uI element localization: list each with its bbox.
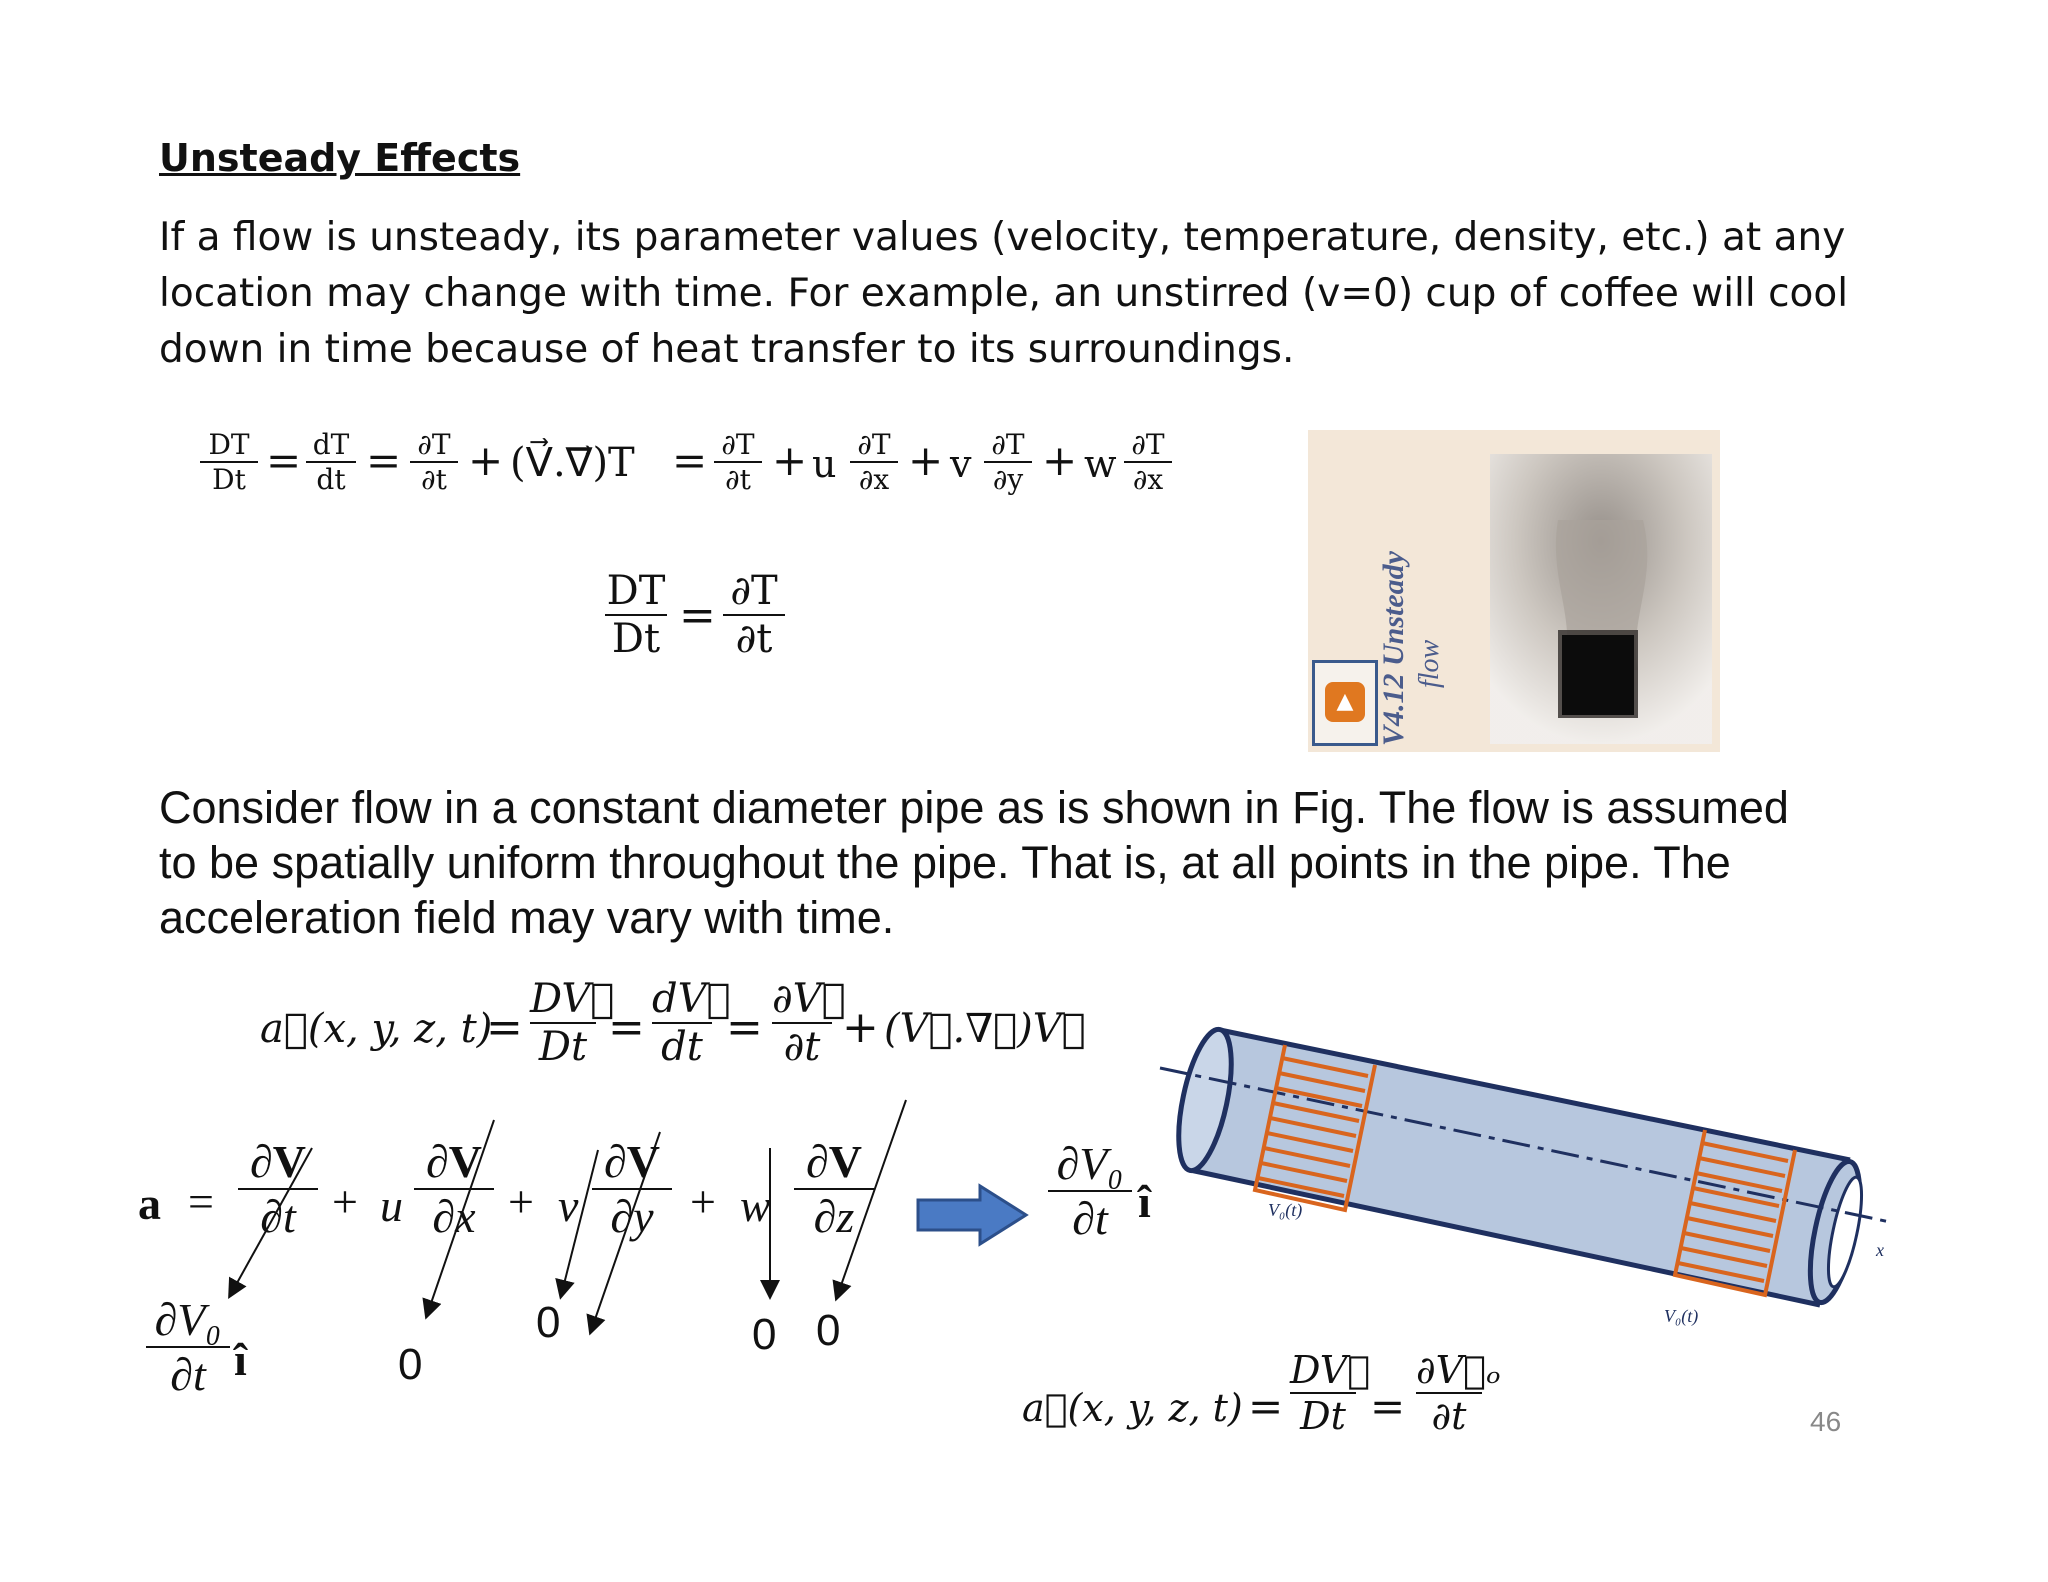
arrow-v-term (592, 1132, 660, 1328)
eq5-num: ∂V⃗ₒ (1416, 1348, 1501, 1392)
eq3-convective-term: (V⃗.∇⃗)V⃗ (884, 1006, 1086, 1052)
arrow-z-term (838, 1100, 906, 1294)
eq3-num: ∂V⃗ (772, 976, 846, 1022)
eq1-den: ∂t (725, 463, 751, 496)
eq2-num: ∂T (730, 568, 778, 614)
eq4-num: ∂V (250, 1136, 306, 1187)
eq2-den: Dt (611, 616, 661, 662)
eq1-v: v (950, 442, 972, 486)
eq3-den: dt (661, 1024, 703, 1070)
zero-v-term: 0 (536, 1298, 561, 1347)
eq4-i-hat: î (234, 1334, 247, 1385)
intro-line-1: If a flow is unsteady, its parameter values (velocity, temperature, density, etc.) at any (159, 215, 1846, 260)
page-number: 46 (1810, 1406, 1842, 1437)
pipe-line-3: acceleration field may vary with time. (159, 892, 895, 943)
eq4-w: w (740, 1180, 771, 1231)
eq4-result-num: ∂V₀ (1056, 1138, 1124, 1189)
eq4-result-num: ∂V₀ (154, 1294, 222, 1345)
eq1-den: ∂t (421, 463, 447, 496)
pipe-label-left: V₀(t) (1268, 1200, 1303, 1220)
eq4-result-den: ∂t (1072, 1193, 1108, 1244)
pipe-label-right: V₀(t) (1664, 1306, 1699, 1326)
eq1-equals: = (366, 436, 402, 485)
eq4-i-hat: î (1138, 1176, 1151, 1227)
eq1-den: ∂x (1132, 463, 1164, 496)
video-label-line-1: V4.12 Unsteady (1377, 551, 1410, 746)
eq4-plus: + (690, 1176, 716, 1227)
eq3-equals: = (486, 1002, 523, 1053)
eq3-equals: = (608, 1002, 645, 1053)
eq3-lhs: a⃗(x, y, z, t) (260, 1006, 493, 1052)
eq4-v: v (558, 1180, 579, 1231)
eq5-equals: = (1370, 1382, 1406, 1431)
eq4-den: ∂z (813, 1191, 855, 1242)
eq3-plus: + (842, 1002, 879, 1053)
eq3-den: ∂t (783, 1024, 821, 1070)
eq4-den: ∂t (260, 1191, 296, 1242)
eq3-equals: = (726, 1002, 763, 1053)
eq1-num: ∂T (721, 428, 755, 461)
eq4-num: ∂V (604, 1136, 660, 1187)
eq5-den: ∂t (1431, 1394, 1467, 1438)
eq4-a: a (138, 1178, 161, 1229)
eq1-plus: + (772, 436, 808, 485)
zero-w-term: 0 (752, 1310, 777, 1359)
eq1-num: DT (208, 428, 250, 461)
eq2-equals: = (679, 590, 716, 641)
eq1-plus: + (908, 436, 944, 485)
eq4-u: u (380, 1180, 403, 1231)
eq1-equals: = (672, 436, 708, 485)
eq5-lhs: a⃗(x, y, z, t) (1022, 1386, 1243, 1430)
eq3-num: dV⃗ (652, 976, 731, 1022)
eq1-num: ∂T (857, 428, 891, 461)
eq4-plus: + (508, 1176, 534, 1227)
arrow-u-term (428, 1120, 494, 1312)
eq1-den: dt (316, 463, 346, 496)
eq1-w: w (1084, 442, 1117, 486)
eq1-convective-term: (V⃗.∇⃗)T (510, 440, 635, 486)
eq4-plus: + (332, 1176, 358, 1227)
eq4-den: ∂x (432, 1191, 476, 1242)
eq4-num: ∂V (806, 1136, 862, 1187)
zero-z-term: 0 (816, 1306, 841, 1355)
eq1-den: ∂x (858, 463, 890, 496)
eq1-num: dT (312, 428, 350, 461)
eq4-num: ∂V (426, 1136, 482, 1187)
block-arrow-icon (914, 1182, 1034, 1248)
equation-acceleration-result (1022, 1348, 1522, 1468)
slide-heading: Unsteady Effects (159, 136, 521, 180)
eq5-equals: = (1248, 1382, 1284, 1431)
eq4-result-den: ∂t (170, 1349, 206, 1400)
eq4-den: ∂y (610, 1191, 654, 1242)
eq1-plus: + (468, 436, 504, 485)
eq2-num: DT (606, 568, 666, 614)
eq1-den: ∂y (992, 463, 1024, 496)
intro-line-3: down in time because of heat transfer to its surroundings. (159, 327, 1295, 372)
eq2-den: ∂t (735, 616, 773, 662)
video-label-line-2: flow (1414, 639, 1445, 688)
pipe-line-2: to be spatially uniform throughout the pipe. That is, at all points in the pipe. The (159, 837, 1731, 888)
play-icon: ▲ (1325, 682, 1365, 722)
eq3-num: DV⃗ (530, 976, 615, 1022)
pipe-axis-label: x (1876, 1240, 1884, 1260)
eq1-equals: = (266, 436, 302, 485)
eq1-den: Dt (212, 463, 246, 496)
eq1-plus: + (1042, 436, 1078, 485)
eq1-num: ∂T (991, 428, 1025, 461)
intro-line-2: location may change with time. For example, an unstirred (v=0) cup of coffee will cool (159, 271, 1849, 316)
arrow-time-term (232, 1148, 312, 1292)
pipe-line-1: Consider flow in a constant diameter pipe as is shown in Fig. The flow is assumed (159, 782, 1789, 833)
eq5-num: DV⃗ (1290, 1348, 1371, 1392)
arrow-v-slash (562, 1150, 598, 1292)
eq1-num: ∂T (1131, 428, 1165, 461)
zero-u-term: 0 (398, 1340, 423, 1389)
pipe-figure (1150, 960, 1910, 1360)
eq3-den: Dt (538, 1024, 588, 1070)
eq5-den: Dt (1300, 1394, 1346, 1438)
eq4-equals: = (188, 1176, 214, 1227)
eq1-num: ∂T (417, 428, 451, 461)
eq1-u: u (812, 442, 837, 486)
